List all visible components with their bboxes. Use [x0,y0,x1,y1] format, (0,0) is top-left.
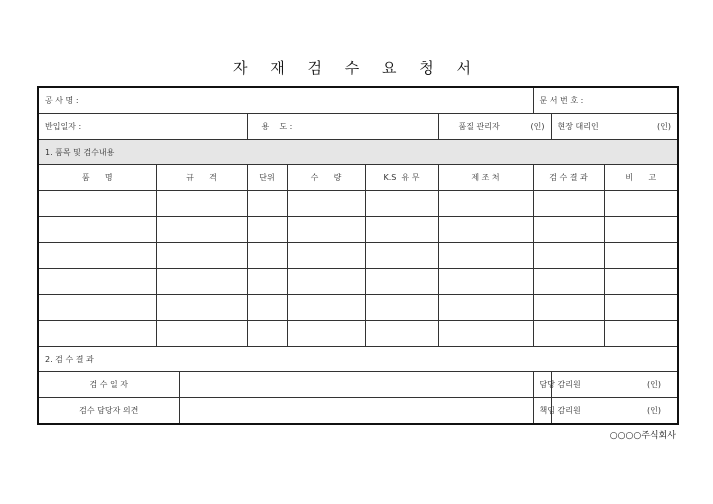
supervisor-label: 담당 감리원 [533,372,551,398]
col-spec: 규 격 [156,165,247,191]
company-signature: ○○○○주식회사 [609,431,676,441]
inspector-opinion-label: 검수 담당자 의견 [38,398,179,425]
document-number-label: 문 서 번 호 : [539,96,584,105]
col-unit: 단위 [247,165,287,191]
table-row [38,243,678,269]
col-manufacturer: 제 조 처 [438,165,533,191]
col-ks: K.S 유 무 [365,165,438,191]
site-agent-label: 현장 대리인 [557,122,599,131]
section1-header-row [38,140,678,165]
section1-title: 1. 품목 및 검수내용 [38,140,678,165]
company-name-label: 공 사 명 : [45,96,79,105]
quality-manager-label: 품질 관리자 [458,122,500,131]
table-row [38,321,678,347]
supervisor-seal[interactable]: (인) [551,372,678,398]
col-remarks: 비 고 [604,165,678,191]
document-title: 자 재 검 수 요 청 서 [232,59,481,77]
header-row-2 [38,114,678,140]
header-row-1 [38,87,678,114]
company-name-field[interactable] [38,87,533,114]
table-row [38,269,678,295]
site-agent-field[interactable] [551,114,678,140]
arrival-date-field[interactable] [38,114,247,140]
inspection-date-row [38,372,678,398]
quality-manager-seal: (인) [530,122,545,131]
inspector-opinion-field[interactable] [179,398,533,425]
chief-supervisor-label: 책임 감리원 [533,398,551,425]
col-item-name: 품 명 [38,165,156,191]
chief-supervisor-seal[interactable]: (인) [551,398,678,425]
inspection-form [37,86,679,425]
inspector-opinion-row [38,398,678,425]
col-quantity: 수 량 [287,165,365,191]
arrival-date-label: 반입일자 : [45,122,82,131]
usage-label: 용 도 : [261,122,293,131]
col-result: 검 수 결 과 [533,165,604,191]
table-row [38,217,678,243]
table-row [38,295,678,321]
site-agent-seal: (인) [657,122,672,131]
inspection-date-label: 검 수 일 자 [38,372,179,398]
usage-field[interactable] [247,114,438,140]
items-column-header-row [38,165,678,191]
section2-header-row [38,347,678,372]
table-row [38,191,678,217]
section2-title: 2. 검 수 결 과 [38,347,678,372]
document-number-field[interactable] [533,87,678,114]
inspection-date-field[interactable] [179,372,533,398]
quality-manager-field[interactable] [438,114,551,140]
